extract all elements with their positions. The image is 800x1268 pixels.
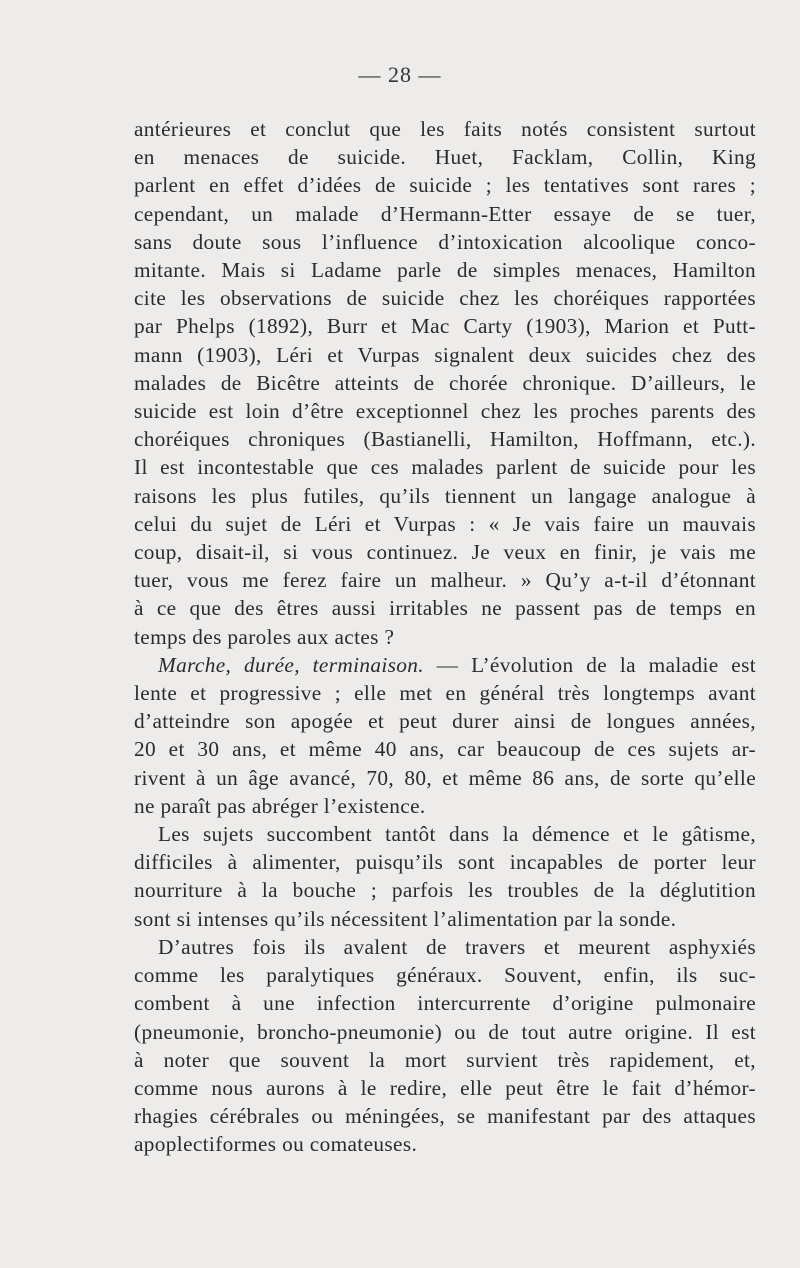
text-line: lente et progressive ; elle met en général très longtemps avant (134, 681, 756, 706)
text-line: antérieures et conclut que les faits notés consistent surtout (134, 117, 756, 141)
section-heading-rest: — L’évolution de la maladie est (423, 652, 756, 677)
text-line: celui du sujet de Léri et Vurpas : « Je vais faire un mauvais (134, 511, 756, 536)
text-line: rhagies cérébrales ou méningées, se manifestant par des attaques (134, 1104, 756, 1129)
text-line: Les sujets succombent tantôt dans la démence et le gâtisme, (158, 822, 756, 847)
text-line: comme nous aurons à le redire, elle peut être le fait d’hémor- (134, 1075, 756, 1100)
text-line: D’autres fois ils avalent de travers et meurent asphyxiés (158, 934, 756, 959)
body-text (134, 115, 756, 1159)
section-heading: Marche, durée, terminaison. (158, 652, 424, 677)
text-line: à noter que souvent la mort survient très rapidement, et, (134, 1047, 756, 1072)
text-line: choréiques chroniques (Bastianelli, Hamilton, Hoffmann, etc.). (134, 427, 756, 452)
text-line: parlent en effet d’idées de suicide ; les tentatives sont rares ; (134, 173, 756, 198)
text-line: (pneumonie, broncho-pneumonie) ou de tout autre origine. Il est (134, 1019, 756, 1044)
text-line: par Phelps (1892), Burr et Mac Carty (1903), Marion et Putt- (134, 314, 756, 339)
text-line: malades de Bicêtre atteints de chorée chronique. D’ailleurs, le (134, 370, 756, 395)
paragraph-asphyxie (134, 933, 756, 1159)
page-number: — 28 — (358, 62, 442, 87)
text-line: rivent à un âge avancé, 70, 80, et même 86 ans, de sorte qu’elle (134, 765, 756, 790)
text-line: tuer, vous me ferez faire un malheur. » Qu’y a-t-il d’étonnant (134, 568, 756, 593)
text-line: nourriture à la bouche ; parfois les troubles de la déglutition (134, 878, 756, 903)
text-line: coup, disait-il, si vous continuez. Je veux en finir, je vais me (134, 540, 756, 565)
text-line: comme les paralytiques généraux. Souvent, enfin, ils suc- (134, 963, 756, 988)
text-line: cite les observations de suicide chez les choréiques rapportées (134, 286, 756, 311)
paragraph-evolution (134, 651, 756, 820)
text-line: mann (1903), Léri et Vurpas signalent deux suicides chez des (134, 342, 756, 367)
text-line: sans doute sous l’influence d’intoxication alcoolique conco- (134, 229, 756, 254)
text-line: 20 et 30 ans, et même 40 ans, car beaucoup de ces sujets ar- (134, 737, 756, 762)
text-line: combent à une infection intercurrente d’origine pulmonaire (134, 991, 756, 1016)
text-line: apoplectiformes ou comateuses. (134, 1132, 418, 1157)
text-line: sont si intenses qu’ils nécessitent l’alimentation par la sonde. (134, 906, 677, 931)
text-line: en menaces de suicide. Huet, Facklam, Collin, King (134, 145, 756, 170)
text-line: ne paraît pas abréger l’existence. (134, 793, 426, 818)
text-line: temps des paroles aux actes ? (134, 624, 395, 649)
text-line: d’atteindre son apogée et peut durer ainsi de longues années, (134, 709, 756, 734)
paragraph-demence (134, 820, 756, 933)
text-line: à ce que des êtres aussi irritables ne passent pas de temps en (134, 596, 756, 621)
text-line: Il est incontestable que ces malades parlent de suicide pour les (134, 455, 756, 480)
section-heading-line (134, 651, 756, 679)
text-line: suicide est loin d’être exceptionnel chez les proches parents des (134, 399, 756, 424)
text-line: mitante. Mais si Ladame parle de simples menaces, Hamilton (134, 258, 756, 283)
paragraph-suicide (134, 115, 756, 651)
text-line: cependant, un malade d’Hermann-Etter essaye de se tuer, (134, 201, 756, 226)
text-line: difficiles à alimenter, puisqu’ils sont incapables de porter leur (134, 850, 756, 875)
text-line: raisons les plus futiles, qu’ils tiennent un langage analogue à (134, 483, 756, 508)
